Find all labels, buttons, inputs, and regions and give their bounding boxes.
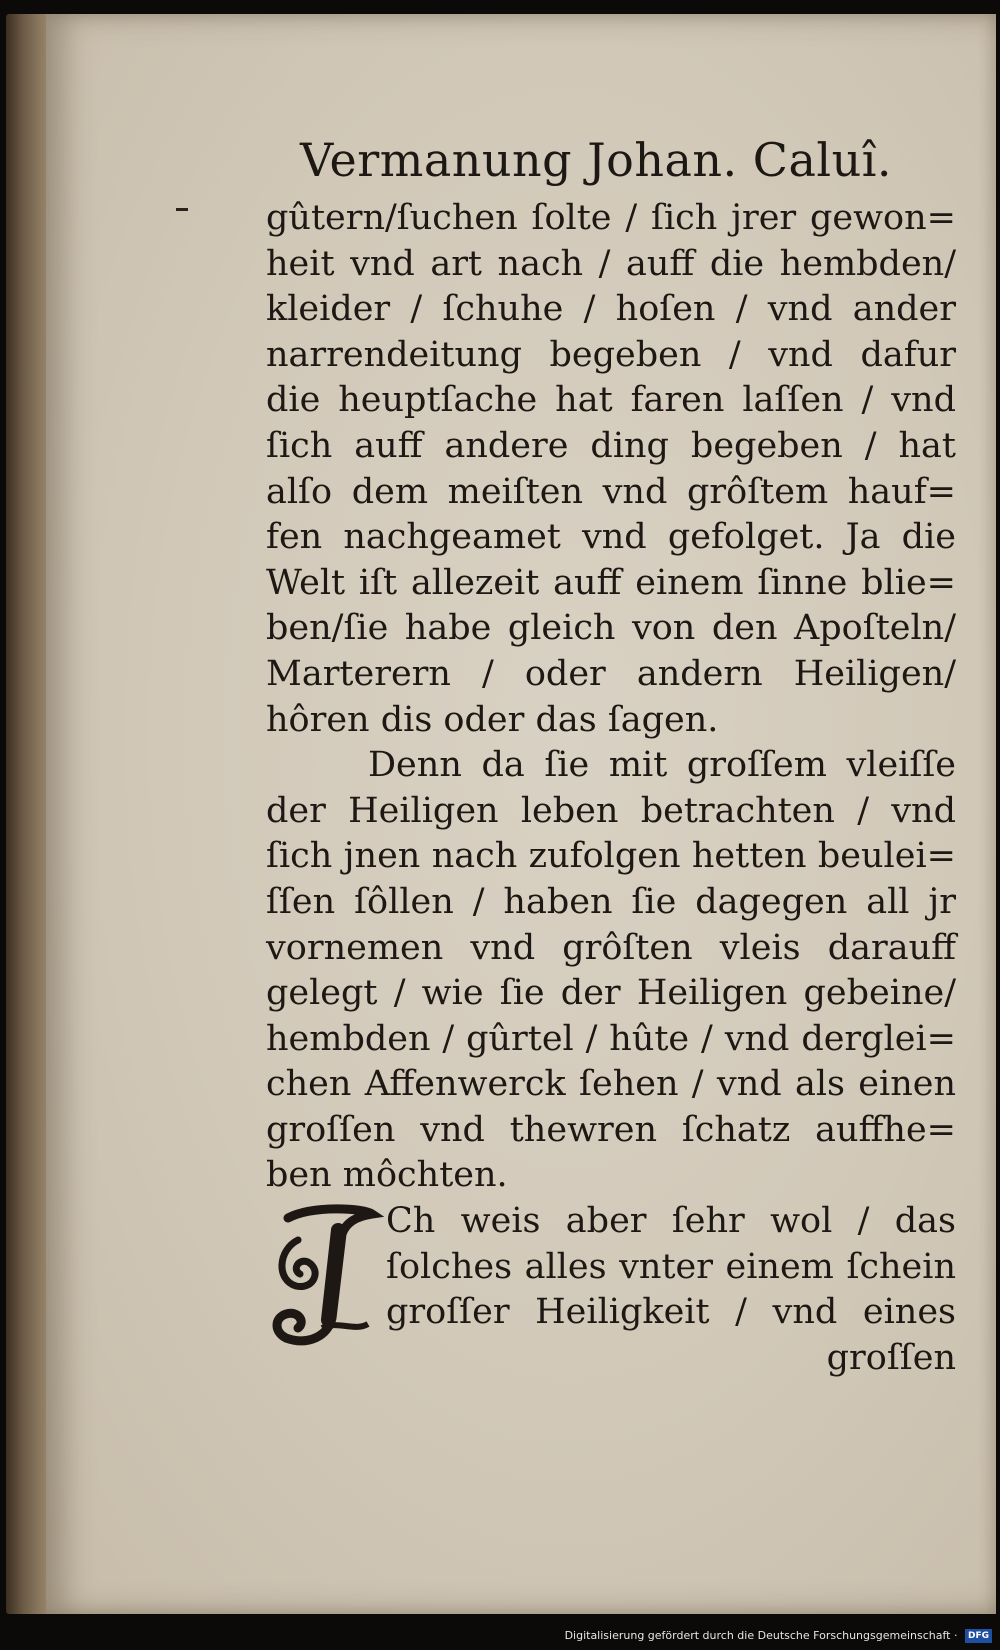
text-line: ben môchten.	[266, 1155, 508, 1196]
text-line-after-dropcap: groſſer Heiligkeit / vnd eines	[386, 1292, 956, 1333]
text-line: hembden / gûrtel / hûte / vnd derglei=	[266, 1018, 956, 1059]
text-line: heit vnd art nach / auff die hembden/	[266, 243, 956, 284]
text-line: kleider / ſchuhe / hoſen / vnd ander	[266, 289, 956, 330]
dfg-logo: DFG	[965, 1629, 992, 1643]
footer-text: Digitalisierung gefördert durch die Deutsche Forschungsgemeinschaft ·	[564, 1629, 958, 1642]
text-line: gûtern/ſuchen ſolte / ſich jrer gewon=	[266, 198, 956, 238]
text-line: ſſen ſôllen / haben ſie dagegen all jr	[266, 881, 956, 922]
margin-mark	[176, 208, 188, 211]
text-line: alſo dem meiſten vnd grôſtem hauf=	[266, 471, 956, 512]
decorated-initial	[268, 1200, 384, 1350]
text-line: ben/ſie habe gleich von den Apoſteln/	[266, 608, 956, 649]
running-head: Vermanung Johan. Caluî.	[300, 133, 893, 187]
text-line: ſich auff andere ding begeben / hat	[266, 425, 956, 466]
text-line: vornemen vnd grôſten vleis darauff	[266, 927, 956, 968]
text-line: ſich jnen nach zufolgen hetten beulei=	[266, 836, 956, 877]
catchword: groſſen	[826, 1337, 956, 1378]
text-line: chen Affenwerck ſehen / vnd als einen	[266, 1064, 956, 1105]
digitization-footer	[565, 1626, 992, 1646]
text-line: der Heiligen leben betrachten / vnd	[266, 790, 956, 831]
text-line-after-dropcap: ſolches alles vnter einem ſchein	[386, 1246, 956, 1287]
text-line: groſſen vnd thewren ſchatz auffhe=	[266, 1109, 956, 1150]
initial-hatch	[322, 1324, 368, 1328]
initial-stroke	[328, 1230, 338, 1320]
text-line-after-dropcap: Ch weis aber ſehr wol / das	[386, 1201, 956, 1242]
text-line: hôren dis oder das ſagen.	[266, 699, 719, 740]
text-line-indented: Denn da ſie mit groſſem vleiſſe	[368, 745, 956, 786]
text-line: Welt iſt allezeit auff einem ſinne blie=	[266, 562, 956, 603]
text-line: Marterern / oder andern Heiligen/	[266, 653, 956, 694]
text-line: gelegt / wie ſie der Heiligen gebeine/	[266, 973, 956, 1014]
text-line: narrendeitung begeben / vnd dafur	[266, 334, 956, 375]
text-line: die heuptſache hat faren laſſen / vnd	[266, 380, 956, 421]
initial-curl	[282, 1240, 315, 1287]
text-line: fen nachgeamet vnd gefolget. Ja die	[266, 517, 956, 558]
